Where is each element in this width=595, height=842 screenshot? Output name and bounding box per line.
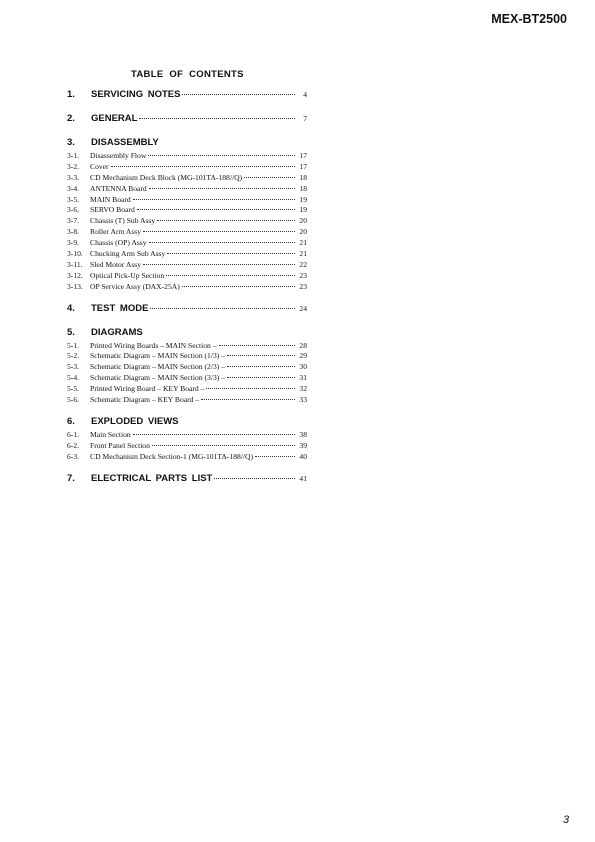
entry-number: 5-4. bbox=[67, 373, 80, 383]
entry-page: 38 bbox=[299, 429, 307, 439]
section-title: TEST MODE bbox=[91, 302, 149, 314]
entry-page: 28 bbox=[299, 340, 307, 350]
entry-number: 3-9. bbox=[67, 238, 80, 248]
toc-entry[interactable] bbox=[67, 227, 307, 238]
toc-entry[interactable] bbox=[67, 430, 307, 441]
section-title: EXPLODED VIEWS bbox=[91, 415, 179, 427]
entry-title: SERVO Board bbox=[90, 205, 135, 215]
section-title: SERVICING NOTES bbox=[91, 89, 181, 100]
entry-page: 29 bbox=[299, 351, 307, 361]
dot-leader bbox=[152, 445, 295, 446]
section-page: 24 bbox=[299, 303, 307, 313]
entry-number: 3-10. bbox=[67, 249, 83, 259]
dot-leader bbox=[143, 264, 295, 265]
entry-title: Chassis (OP) Assy bbox=[90, 238, 147, 248]
table-of-contents bbox=[67, 89, 307, 487]
entry-number: 5-3. bbox=[67, 362, 80, 372]
entry-page: 32 bbox=[299, 384, 307, 394]
entry-title: Main Section bbox=[90, 429, 131, 439]
entry-number: 5-5. bbox=[67, 384, 80, 394]
entry-title: Roller Arm Assy bbox=[90, 227, 142, 237]
dot-leader bbox=[137, 209, 295, 210]
entry-number: 5-2. bbox=[67, 351, 80, 361]
entry-page: 23 bbox=[299, 281, 307, 291]
toc-section-heading[interactable] bbox=[67, 113, 307, 127]
dot-leader bbox=[214, 478, 295, 479]
toc-section-heading[interactable] bbox=[67, 473, 307, 487]
dot-leader bbox=[139, 118, 295, 119]
entry-title: Disassembly Flow bbox=[90, 151, 147, 160]
entry-number: 3-7. bbox=[67, 216, 80, 226]
toc-entry[interactable] bbox=[67, 341, 307, 352]
entry-number: 5-6. bbox=[67, 395, 80, 405]
model-number: MEX-BT2500 bbox=[491, 12, 567, 26]
dot-leader bbox=[149, 188, 295, 189]
entry-number: 3-1. bbox=[67, 151, 80, 160]
toc-entry[interactable] bbox=[67, 452, 307, 463]
dot-leader bbox=[167, 253, 295, 254]
page-number: 3 bbox=[563, 814, 570, 826]
entry-number: 6-2. bbox=[67, 440, 80, 450]
toc-entry[interactable] bbox=[67, 362, 307, 373]
toc-section-heading[interactable] bbox=[67, 303, 307, 317]
section-title: GENERAL bbox=[91, 113, 138, 124]
toc-section-heading[interactable] bbox=[67, 89, 307, 103]
entry-number: 3-2. bbox=[67, 161, 80, 171]
section-number: 3. bbox=[67, 137, 75, 148]
entry-page: 39 bbox=[299, 440, 307, 450]
entry-number: 3-12. bbox=[67, 270, 83, 280]
entry-number: 3-3. bbox=[67, 172, 80, 182]
entry-title: CD Mechanism Deck Section-1 (MG-101TA-188//Q) bbox=[90, 451, 254, 461]
entry-title: Cover bbox=[90, 161, 109, 171]
section-number: 4. bbox=[67, 302, 75, 314]
entry-title: Chucking Arm Sub Assy bbox=[90, 249, 166, 259]
section-page: 7 bbox=[303, 114, 307, 123]
entry-title: Optical Pick-Up Section bbox=[90, 270, 165, 280]
dot-leader bbox=[206, 388, 295, 389]
entry-page: 23 bbox=[299, 270, 307, 280]
dot-leader bbox=[244, 177, 295, 178]
toc-entry[interactable] bbox=[67, 384, 307, 395]
toc-entry[interactable] bbox=[67, 216, 307, 227]
toc-entry[interactable] bbox=[67, 395, 307, 406]
toc-entry[interactable] bbox=[67, 205, 307, 216]
section-number: 2. bbox=[67, 113, 75, 124]
dot-leader bbox=[227, 366, 295, 367]
entry-page: 17 bbox=[299, 151, 307, 160]
entry-title: Front Panel Section bbox=[90, 440, 150, 450]
entry-page: 20 bbox=[299, 216, 307, 226]
section-title: ELECTRICAL PARTS LIST bbox=[91, 472, 213, 484]
toc-entry[interactable] bbox=[67, 162, 307, 173]
section-number: 1. bbox=[67, 89, 75, 100]
entry-page: 21 bbox=[299, 238, 307, 248]
dot-leader bbox=[149, 242, 295, 243]
entry-page: 22 bbox=[299, 259, 307, 269]
entry-page: 31 bbox=[299, 373, 307, 383]
entry-page: 20 bbox=[299, 227, 307, 237]
dot-leader bbox=[182, 94, 295, 95]
entry-title: ANTENNA Board bbox=[90, 183, 147, 193]
dot-leader bbox=[227, 377, 295, 378]
toc-entry[interactable] bbox=[67, 282, 307, 293]
dot-leader bbox=[219, 345, 295, 346]
entry-page: 18 bbox=[299, 172, 307, 182]
entry-number: 6-1. bbox=[67, 429, 80, 439]
entry-title: Schematic Diagram – MAIN Section (3/3) – bbox=[90, 373, 225, 383]
dot-leader bbox=[111, 166, 295, 167]
dot-leader bbox=[255, 456, 295, 457]
dot-leader bbox=[133, 434, 295, 435]
section-title: DISASSEMBLY bbox=[91, 137, 159, 148]
section-number: 7. bbox=[67, 472, 75, 484]
entry-title: Printed Wiring Board – KEY Board – bbox=[90, 384, 205, 394]
section-title: DIAGRAMS bbox=[91, 326, 143, 338]
dot-leader bbox=[182, 286, 295, 287]
dot-leader bbox=[201, 399, 295, 400]
toc-entry[interactable] bbox=[67, 351, 307, 362]
toc-entry[interactable] bbox=[67, 173, 307, 184]
toc-entry[interactable] bbox=[67, 441, 307, 452]
entry-page: 30 bbox=[299, 362, 307, 372]
entry-page: 21 bbox=[299, 249, 307, 259]
entry-page: 19 bbox=[299, 194, 307, 204]
toc-entry[interactable] bbox=[67, 260, 307, 271]
entry-page: 40 bbox=[299, 451, 307, 461]
dot-leader bbox=[157, 220, 295, 221]
toc-entry[interactable] bbox=[67, 238, 307, 249]
entry-title: Schematic Diagram – KEY Board – bbox=[90, 395, 200, 405]
toc-section-heading[interactable] bbox=[67, 416, 307, 430]
dot-leader bbox=[166, 275, 295, 276]
toc-entry[interactable] bbox=[67, 271, 307, 282]
entry-number: 3-6. bbox=[67, 205, 80, 215]
toc-entry[interactable] bbox=[67, 151, 307, 162]
section-number: 5. bbox=[67, 326, 75, 338]
entry-title: Chassis (T) Sub Assy bbox=[90, 216, 156, 226]
entry-page: 17 bbox=[299, 161, 307, 171]
toc-title: TABLE OF CONTENTS bbox=[131, 69, 244, 80]
entry-number: 3-5. bbox=[67, 194, 80, 204]
entry-title: Schematic Diagram – MAIN Section (2/3) – bbox=[90, 362, 225, 372]
entry-title: MAIN Board bbox=[90, 194, 131, 204]
dot-leader bbox=[133, 199, 295, 200]
section-page: 41 bbox=[299, 473, 307, 483]
entry-page: 33 bbox=[299, 395, 307, 405]
entry-number: 5-1. bbox=[67, 340, 80, 350]
entry-number: 3-13. bbox=[67, 281, 83, 291]
section-number: 6. bbox=[67, 415, 75, 427]
entry-number: 6-3. bbox=[67, 451, 80, 461]
entry-title: Printed Wiring Boards – MAIN Section – bbox=[90, 340, 217, 350]
entry-title: OP Service Assy (DAX-25A) bbox=[90, 281, 180, 291]
toc-entry[interactable] bbox=[67, 184, 307, 195]
dot-leader bbox=[143, 231, 295, 232]
dot-leader bbox=[150, 308, 295, 309]
dot-leader bbox=[148, 155, 295, 156]
toc-entry[interactable] bbox=[67, 195, 307, 206]
entry-number: 3-8. bbox=[67, 227, 80, 237]
toc-entry[interactable] bbox=[67, 249, 307, 260]
entry-number: 3-4. bbox=[67, 183, 80, 193]
entry-number: 3-11. bbox=[67, 259, 83, 269]
section-page: 4 bbox=[303, 90, 307, 99]
toc-section-heading[interactable] bbox=[67, 137, 307, 151]
dot-leader bbox=[227, 355, 295, 356]
entry-title: CD Mechanism Deck Block (MG-101TA-188//Q) bbox=[90, 172, 243, 182]
entry-title: Schematic Diagram – MAIN Section (1/3) – bbox=[90, 351, 225, 361]
toc-section-heading[interactable] bbox=[67, 327, 307, 341]
entry-title: Sled Motor Assy bbox=[90, 259, 142, 269]
entry-page: 18 bbox=[299, 183, 307, 193]
entry-page: 19 bbox=[299, 205, 307, 215]
toc-entry[interactable] bbox=[67, 373, 307, 384]
